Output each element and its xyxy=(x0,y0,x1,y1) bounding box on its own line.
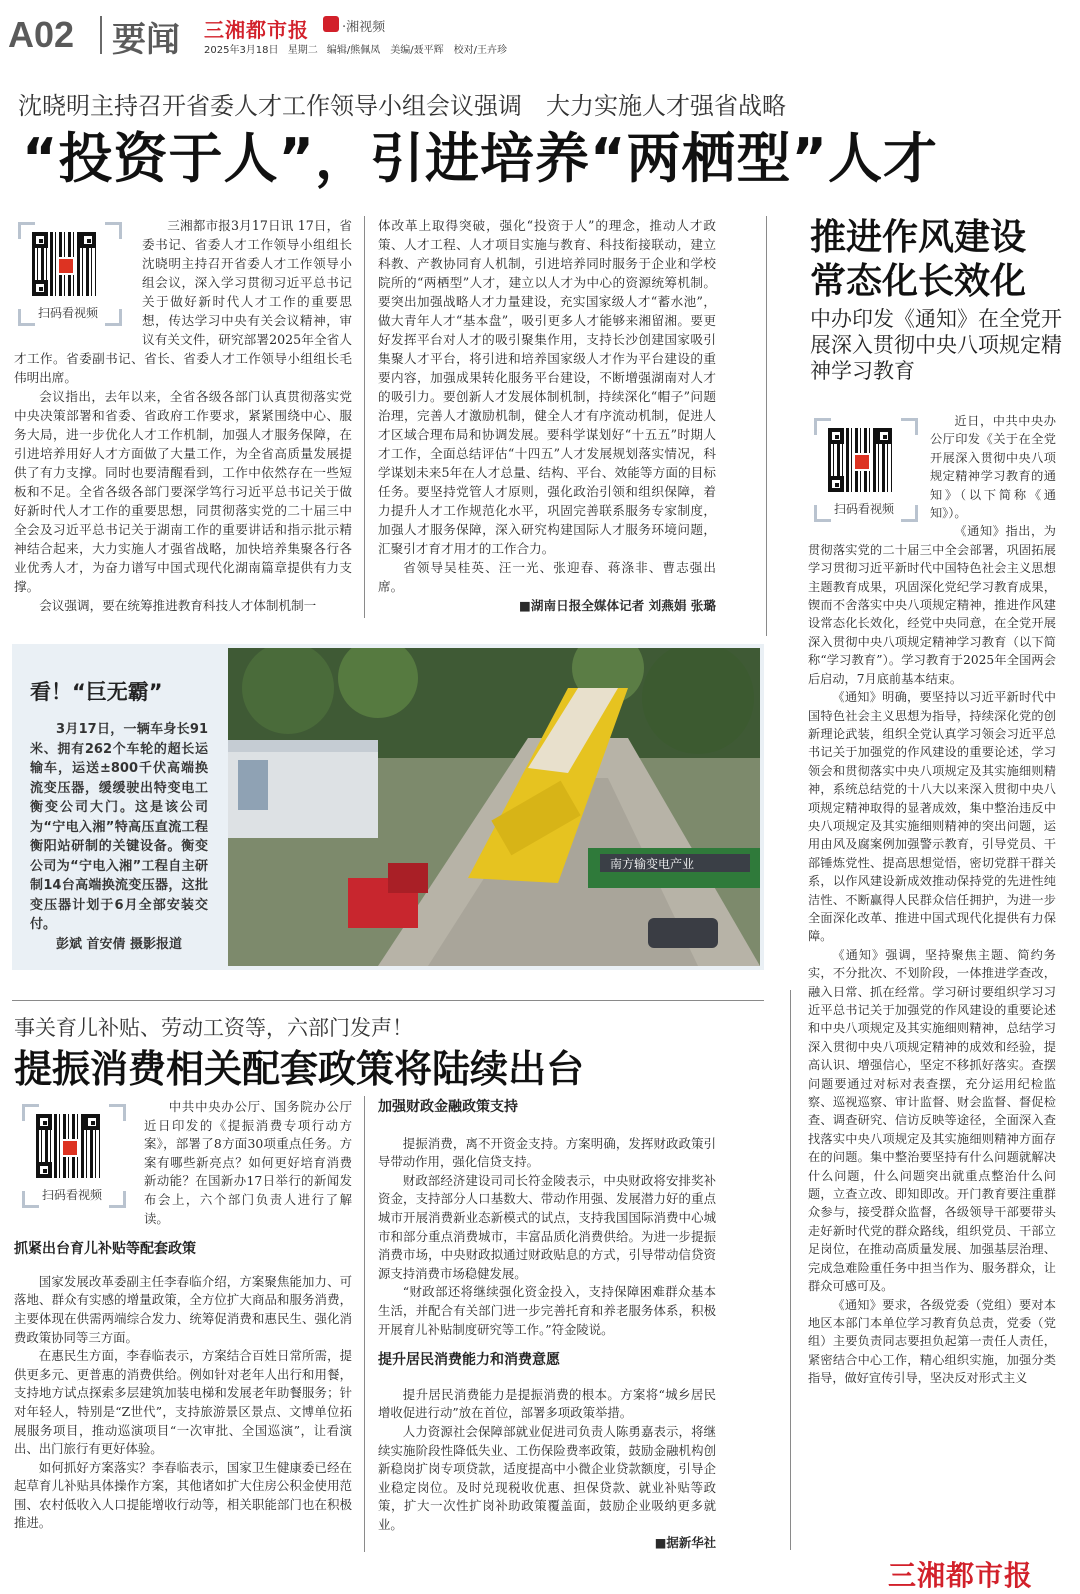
bottom-byline: ■据新华社 xyxy=(654,1535,716,1551)
lead-paragraph: 省领导吴桂英、汪一光、张迎春、蒋涤非、曹志强出席。 xyxy=(378,560,716,594)
right-headline: 推进作风建设常态化长效化 xyxy=(810,217,1027,302)
issue-weekday: 星期二 xyxy=(287,45,318,56)
right-paragraph: 近日，中共中央办公厅印发《关于在全党开展深入贯彻中央八项规定精神学习教育的通知》（以下简称《通知》）。 xyxy=(930,414,1056,521)
paper-logo: 三湘都市报 xyxy=(204,18,309,42)
partner-badge-icon xyxy=(323,16,339,32)
photo-caption xyxy=(30,720,208,954)
lead-kicker: 沈晓明主持召开省委人才工作领导小组会议强调 大力实施人才强省战略 xyxy=(18,92,786,120)
bottom-paragraph: 人力资源社会保障部就业促进司负责人陈勇嘉表示，将继续实施阶段性降低失业、工伤保险费率政策，鼓励金融机构创新稳岗扩岗专项贷款，适度提高中小微企业贷款额度，引导企业稳定岗位。及时兑现税收优惠、担保贷款、就业补贴等政策，扩大一次性扩岗补助政策覆盖面，鼓励企业吸纳更多就业。 xyxy=(378,1423,716,1532)
bottom-headline: 提振消费相关配套政策将陆续出台 xyxy=(14,1047,585,1091)
bottom-section-title: 加强财政金融政策支持 xyxy=(378,1099,518,1115)
lead-column-2 xyxy=(378,216,716,615)
bottom-paragraph: “财政部还将继续强化资金投入，支持保障困难群众基本生活，并配合有关部门进一步完善托育和养老服务体系，积极开展育儿补贴制度研究等工作。”符金陵说。 xyxy=(378,1284,716,1337)
lead-paragraph: 会议指出，去年以来，全省各级各部门认真贯彻落实党中央决策部署和省委、省政府工作要求，紧紧围绕中心、服务大局，进一步优化人才工作机制，加强人才服务保障，在引进培养用好人才方面做了大量工作，为全省高质量发展提供了有力支撑。同时也要清醒看到，工作中依然存在一些短板和不足。全省各级各部门要深学笃行习近平总书记关于做好新时代人才工作的重要思想，同贯彻落实党的二十届三中全会及习近平总书记关于湖南工作的重要讲话和指示批示精神结合起来，大力实施人才强省战略，加快培养集聚各行各业优秀人才，为奋力谱写中国式现代化湖南篇章提供有力支撑。 xyxy=(14,389,352,594)
lead-paragraph: 三湘都市报3月17日讯 17日，省委书记、省委人才工作领导小组组长沈晓明主持召开省委人才工作领导小组会议，深入学习贯彻习近平总书记关于做好新时代人才工作的重要思想，传达学习中央有关会议精神，审议有关文件，研究部署2025年全省人才工作。省委副书记、省长、省委人才工作领导小组组长毛伟明出席。 xyxy=(14,218,352,385)
photo-title: 看！“巨无霸” xyxy=(30,680,163,704)
bottom-kicker: 事关育儿补贴、劳动工资等，六部门发声！ xyxy=(14,1016,413,1040)
bottom-paragraph: 财政部经济建设司司长符金陵表示，中央财政将安排奖补资金，支持部分人口基数大、带动作用强、发展潜力好的重点城市开展消费新业态新模式的试点，支持我国国际消费中心城市和部分重点消费城市，丰富品质化消费供给。为进一步提振消费市场，中央财政拟通过财政贴息的方式，引导带动信贷资源支持消费市场稳健发展。 xyxy=(378,1172,716,1281)
qr-caption: 扫码看视频 xyxy=(833,502,894,516)
footer-logo: 三湘都市报 xyxy=(884,1554,1037,1594)
bottom-section-title: 抓紧出台育儿补贴等配套政策 xyxy=(14,1241,196,1258)
photo-caption-text: 3月17日，一辆车身长91米、拥有262个车轮的超长运输车，运送±800千伏高端换流变压器，缓缓驶出特变电工衡变公司大门。这是该公司为“宁电入湘”特高压直流工程衡阳站研制的关键设备。衡变公司为“宁电入湘”工程自主研制14台高端换流变压器，这批变压器计划于6月全部安装交付。 xyxy=(30,722,208,932)
bottom-paragraph: 在惠民生方面，李春临表示，方案结合百姓日常所需，提供更多元、更普惠的消费供给。例如针对老年人出行和用餐，支持地方试点探索多层建筑加装电梯和发展老年助餐服务；针对年轻人，特别是“Z世代”，支持旅游景区景点、文博单位拓展服务项目，推动巡演项目“一次审批、全国巡演”，让看演出、出门旅行有更好体验。 xyxy=(14,1348,352,1457)
column-divider xyxy=(766,216,767,636)
lead-paragraph: 体改革上取得突破，强化“投资于人”的理念，推动人才政策、人才工程、人才项目实施与教育、科技衔接联动，建立科教、产教协同育人机制，引进培养同时服务于企业和学校院所的“两栖型”人才，建立以人才为中心的资源统筹机制。要突出加强战略人才力量建设，充实国家级人才“蓄水池”，做大青年人才“基本盘”，吸引更多人才能够来湘留湘。要更好发挥平台对人才的吸引聚集作用，支持长沙创建国家吸引集聚人才平台，将引进和培养国家级人才作为平台建设的重要内容，加强成果转化服务平台建设，不断增强湖南对人才的吸引力。要创新人才发展体制机制，持续深化“帽子”问题治理，完善人才激励机制，健全人才有序流动机制，促进人才区域合理布局和协调发展。要科学谋划好“十五五”时期人才工作，全面总结评估“十四五”人才发展规划落实情况，科学谋划未来5年在人才总量、结构、平台、效能等方面的目标任务。要坚持党管人才原则，强化政治引领和组织保障，着力提升人才工作规范化水平，巩固完善联系服务专家制度，加强人才服务保障，深入研究构建国际人才服务环境问题，汇聚引才育才用才的工作合力。 xyxy=(378,218,716,556)
column-divider xyxy=(364,1096,365,1552)
transformer-photo xyxy=(228,648,760,966)
section-divider xyxy=(12,1000,764,1001)
qr-caption: 扫码看视频 xyxy=(41,1188,102,1202)
masthead-info xyxy=(204,41,507,56)
right-paragraph: 《通知》指出，为贯彻落实党的二十届三中全会部署，巩固拓展学习贯彻习近平新时代中国特色社会主义思想主题教育成果，巩固深化党纪学习教育成果，锲而不舍落实中央八项规定精神，推进作风建设常态化长效化，经党中央同意，在全党开展深入贯彻中央八项规定精神学习教育（以下简称“学习教育”）。学习教育于2025年全国两会后启动，7月底前基本结束。 xyxy=(808,524,1056,686)
section-name: 要闻 xyxy=(112,20,180,60)
bottom-paragraph: 如何抓好方案落实？李春临表示，国家卫生健康委已经在起草育儿补贴具体操作方案，其他诸如扩大住房公积金使用范围、农村低收入人口提能增收行动等，相关职能部门也在积极推进。 xyxy=(14,1459,352,1531)
issue-date: 2025年3月18日 xyxy=(204,45,279,56)
masthead-divider xyxy=(100,16,102,54)
bottom-paragraph: 提振消费，离不开资金支持。方案明确，发挥财政政策引导带动作用，强化信贷支持。 xyxy=(378,1135,716,1170)
bottom-paragraph: 中共中央办公厅、国务院办公厅近日印发的《提振消费专项行动方案》，部署了8方面30项重点任务。方案有哪些新亮点？如何更好培育消费新动能？在国新办17日举行的新闻发布会上，六个部门负责人进行了解读。 xyxy=(144,1099,352,1226)
right-paragraph: 《通知》要求，各级党委（党组）要对本地区本部门本单位学习教育负总责，党委（党组）主要负责同志要担负起第一责任人责任，紧密结合中心工作，精心组织实施，加强分类指导，做好宣传引导，坚决反对形式主义 xyxy=(808,1297,1056,1386)
column-divider xyxy=(790,990,791,1550)
right-column xyxy=(808,412,1056,1388)
right-paragraph: 《通知》明确，要坚持以习近平新时代中国特色社会主义思想为指导，持续深化党的创新理论武装，组织全党认真学习领会习近平总书记关于加强党的作风建设的重要论述，学习领会和贯彻落实中央八项规定及其实施细则精神，系统总结党的十八大以来深入贯彻中央八项规定精神取得的显著成效，集中整治违反中央八项规定及其实施细则精神的突出问题，运用由风及腐案例加强警示教育，引导党员、干部锤炼党性、提高思想觉悟，密切党群干群关系，以作风建设新成效推动保持党的先进性纯洁性、不断赢得人民群众信任拥护，为进一步全面深化改革、推进中国式现代化提供有力保障。 xyxy=(808,690,1056,944)
lead-paragraph: 会议强调，要在统筹推进教育科技人才体制机制一 xyxy=(39,598,317,613)
lead-headline: “投资于人”，引进培养“两栖型”人才 xyxy=(22,127,938,190)
editor-credits: 编辑/熊佩凤 美编/聂平辉 校对/王卉珍 xyxy=(326,45,508,56)
page-number: A02 xyxy=(8,14,75,55)
lead-byline: ■湖南日报全媒体记者 刘燕娟 张璐 xyxy=(519,598,716,613)
right-paragraph: 《通知》强调，坚持聚焦主题、简约务实，不分批次、不划阶段，一体推进学查改，融入日常、抓在经常。学习研讨要组织学习习近平总书记关于加强党的作风建设的重要论述和中央八项规定及其实施细则精神，总结学习深入贯彻中央八项规定精神的成效和经验，提高认识、增强信心，坚定不移抓好落实。查摆问题要通过对标对表查摆，充分运用纪检监察、巡视巡察、审计监督、财会监督、督促检查、调查研究、信访反映等途径，全面深入查找落实中央八项规定及其实施细则精神方面存在的问题。集中整治要坚持有什么问题就解决什么问题，什么问题突出就重点整治什么问题，立查立改、即知即改。开门教育要注重群众参与，接受群众监督，各级领导干部要带头走好新时代党的群众路线，组织党员、干部立足岗位，在推动高质量发展、加强基层治理、完成急难险重任务中担当作为、服务群众，让群众可感可及。 xyxy=(808,947,1056,1294)
bottom-paragraph: 国家发展改革委副主任李春临介绍，方案聚焦能加力、可落地、群众有实感的增量政策，全方位扩大商品和服务消费，主要体现在供需两端综合发力、统筹促消费和惠民生、强化消费政策协同等三方面。 xyxy=(14,1273,352,1345)
qr-caption: 扫码看视频 xyxy=(37,306,98,320)
bottom-column-2 xyxy=(378,1098,716,1553)
photo-credit: 彭斌 首安倩 摄影报道 xyxy=(56,936,183,952)
lead-column-1 xyxy=(14,216,352,615)
photo-sign-text: 南方输变电产业 xyxy=(610,857,695,871)
partner-label: ·湘视频 xyxy=(342,20,386,35)
right-subhead: 中办印发《通知》在全党开展深入贯彻中央八项规定精神学习教育 xyxy=(810,307,1062,383)
bottom-column-1 xyxy=(14,1098,352,1533)
bottom-section-title: 提升居民消费能力和消费意愿 xyxy=(378,1352,560,1369)
column-divider xyxy=(364,216,365,618)
bottom-paragraph: 提升居民消费能力是提振消费的根本。方案将“城乡居民增收促进行动”放在首位，部署多项政策举措。 xyxy=(378,1386,716,1421)
